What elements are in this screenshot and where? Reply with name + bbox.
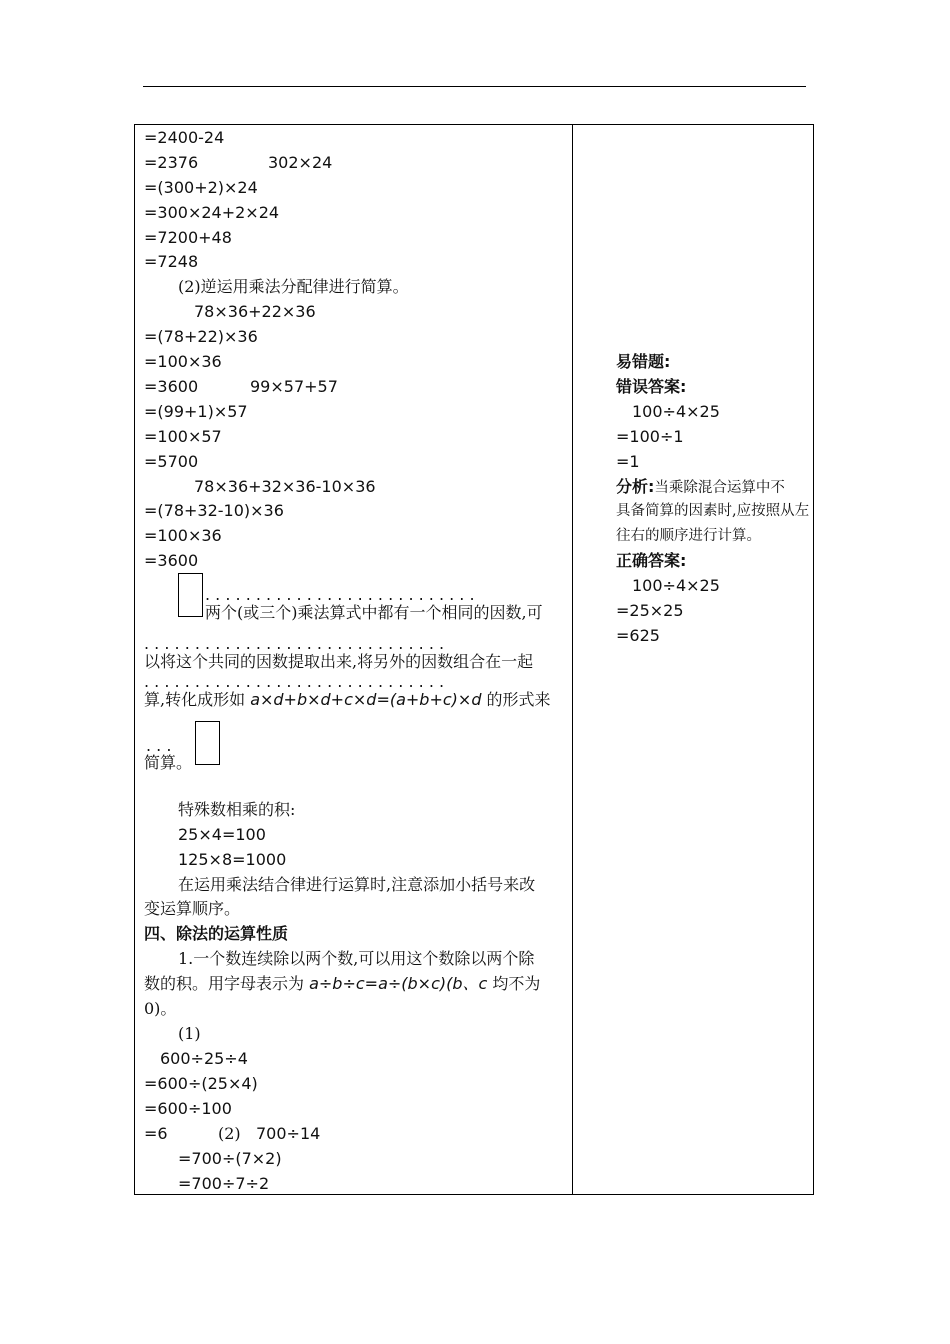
rule-paragraph: 以将这个共同的因数提取出来,将另外的因数组合在一起 — [144, 652, 534, 671]
emphasis-dots: . . . . . . . . . . . . . . . . . . . . . . . . . . . . . . — [144, 634, 445, 653]
rule-paragraph: 简算。 — [144, 753, 193, 772]
calc-line: =6 — [144, 1124, 168, 1143]
rule-text: 算,转化成形如 — [144, 690, 251, 709]
calc-line: =100×57 — [144, 427, 222, 446]
calc-line: =100×36 — [144, 352, 222, 371]
calc-line: =1 — [616, 452, 640, 471]
calc-line: =7200+48 — [144, 228, 232, 247]
calc-line: =700÷7÷2 — [178, 1174, 270, 1193]
calc-line: 700÷14 — [256, 1124, 321, 1143]
calc-line: =600÷(25×4) — [144, 1074, 258, 1093]
calc-line: =100÷1 — [616, 427, 684, 446]
calc-line: =(99+1)×57 — [144, 402, 248, 421]
tip-line: 在运用乘法结合律进行运算时,注意添加小括号来改 — [178, 875, 536, 894]
rule-text: 数的积。用字母表示为 — [144, 974, 310, 993]
calc-line: 78×36+22×36 — [194, 302, 316, 321]
close-bracket-box — [195, 721, 220, 765]
calc-line: 100÷4×25 — [632, 402, 720, 421]
rule-paragraph: 两个(或三个)乘法算式中都有一个相同的因数,可 — [205, 603, 543, 622]
calc-line: =300×24+2×24 — [144, 203, 280, 222]
calc-line: =7248 — [144, 252, 199, 271]
calc-line: =625 — [616, 626, 660, 645]
example-label: (2) — [218, 1124, 241, 1143]
section-heading: 四、除法的运算性质 — [144, 924, 289, 943]
calc-line: =(300+2)×24 — [144, 178, 258, 197]
calc-line: =3600 — [144, 377, 199, 396]
calc-line: 125×8=1000 — [178, 850, 287, 869]
open-bracket-box — [178, 573, 203, 617]
calc-line: =2376 — [144, 153, 199, 172]
calc-line: =3600 — [144, 551, 199, 570]
analysis-line — [616, 477, 785, 498]
calc-line: 78×36+32×36-10×36 — [194, 477, 376, 496]
header-rule — [143, 86, 806, 87]
analysis-text: 当乘除混合运算中不 — [654, 480, 785, 496]
emphasis-dots: . . . . . . . . . . . . . . . . . . . . . . . . . . . — [205, 585, 475, 604]
calc-line: 302×24 — [268, 153, 333, 172]
column-divider — [572, 124, 573, 1195]
calc-line: 100÷4×25 — [632, 576, 720, 595]
rule-line — [144, 974, 540, 994]
calc-line: =(78+22)×36 — [144, 327, 258, 346]
calc-line: 25×4=100 — [178, 825, 266, 844]
analysis-text: 往右的顺序进行计算。 — [616, 528, 761, 544]
example-label: (1) — [178, 1024, 201, 1043]
mistake-heading: 易错题: — [616, 352, 671, 371]
tip-line: 变运算顺序。 — [144, 899, 241, 918]
rule-formula: a÷b÷c=a÷(b×c)(b、c — [309, 974, 488, 993]
calc-line: =700÷(7×2) — [178, 1149, 282, 1168]
calc-line: =(78+32-10)×36 — [144, 501, 284, 520]
rule-line: 0)。 — [144, 999, 177, 1018]
rule-formula: a×d+b×d+c×d=(a+b+c)×d — [250, 690, 482, 709]
calc-line: 99×57+57 — [250, 377, 338, 396]
emphasis-dots: . . . . . . . . . . . . . . . . . . . . . . . . . . . . . . — [144, 672, 445, 691]
tip-line: 特殊数相乘的积: — [178, 800, 296, 819]
wrong-answer-label: 错误答案: — [616, 377, 687, 396]
rule-paragraph — [144, 690, 551, 710]
rule-line: 1.一个数连续除以两个数,可以用这个数除以两个除 — [178, 949, 535, 968]
calc-line: =100×36 — [144, 526, 222, 545]
analysis-text: 具备简算的因素时,应按照从左 — [616, 503, 810, 519]
rule-text: 均不为 — [487, 974, 541, 993]
calc-line: =2400-24 — [144, 128, 225, 147]
analysis-label: 分析: — [616, 477, 655, 496]
emphasis-dots: . . . — [146, 736, 172, 755]
calc-line: 600÷25÷4 — [160, 1049, 248, 1068]
calc-line: =600÷100 — [144, 1099, 232, 1118]
section-note: (2)逆运用乘法分配律进行简算。 — [178, 277, 409, 296]
calc-line: =25×25 — [616, 601, 684, 620]
calc-line: =5700 — [144, 452, 199, 471]
rule-text: 的形式来 — [481, 690, 551, 709]
correct-answer-label: 正确答案: — [616, 551, 687, 570]
